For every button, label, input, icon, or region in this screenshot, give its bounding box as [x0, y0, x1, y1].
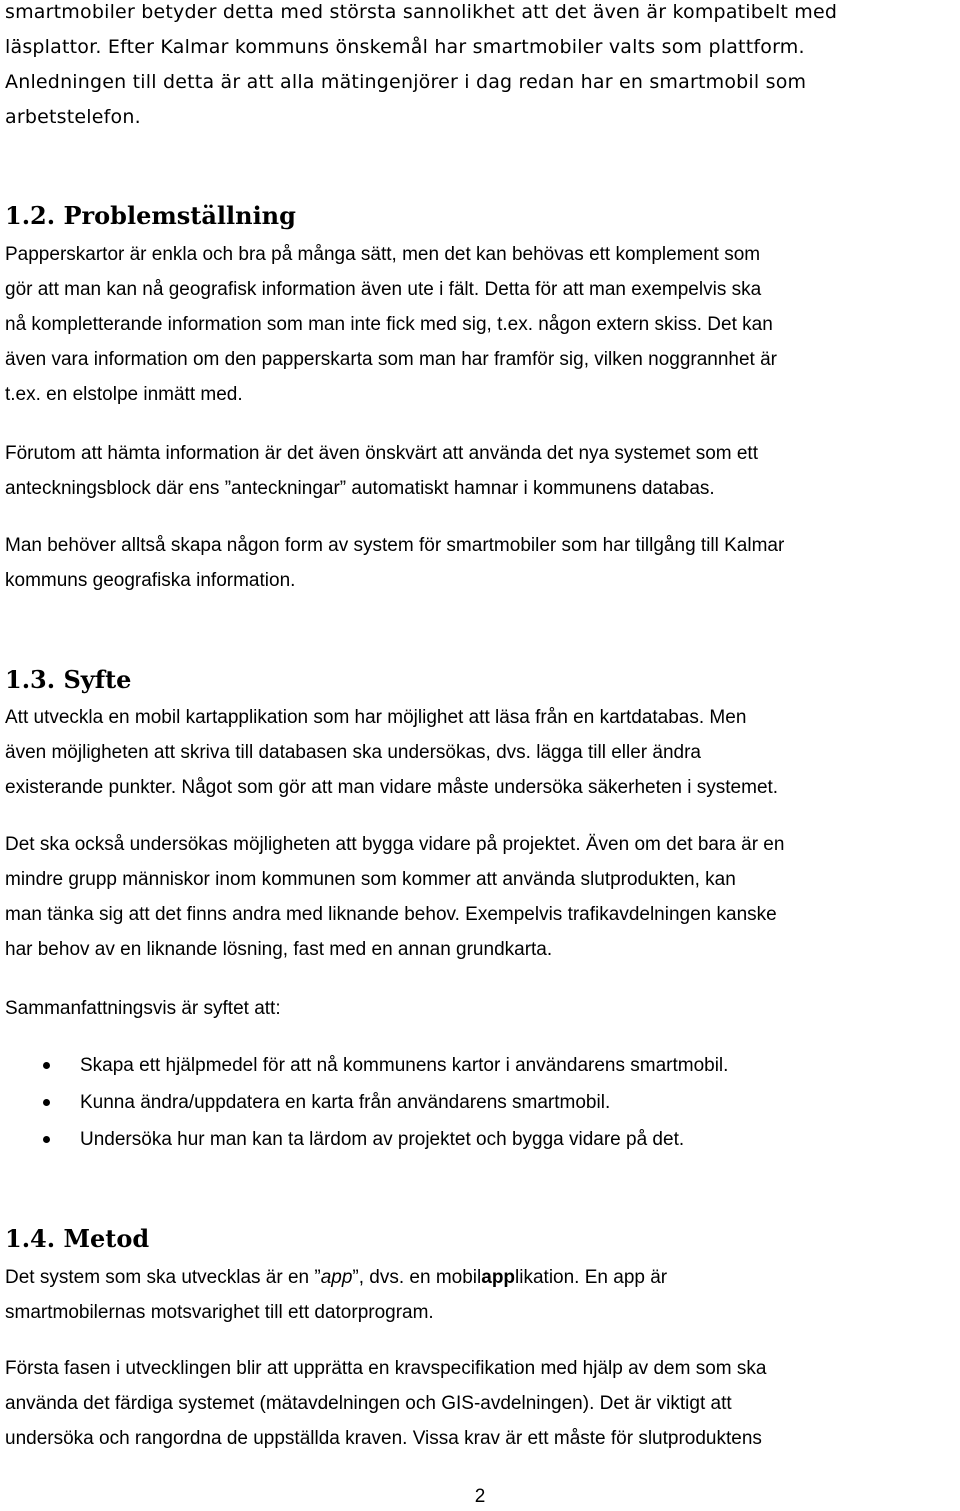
section-title: Metod	[63, 1224, 150, 1253]
list-item	[5, 1047, 960, 1084]
intro-paragraph	[5, 0, 960, 135]
text-line: även möjligheten att skriva till databasen ska undersökas, dvs. lägga till eller ändra	[5, 742, 701, 763]
text-line: Man behöver alltså skapa någon form av system för smartmobiler som har tillgång till Kalmar	[5, 535, 785, 556]
text-line: Första fasen i utvecklingen blir att upprätta en kravspecifikation med hjälp av dem som ska	[5, 1358, 767, 1379]
text-fragment: Det system som ska utvecklas är en	[5, 1267, 315, 1288]
purpose-bullet-list	[5, 1047, 960, 1158]
section-1-3-paragraph-1	[5, 700, 960, 805]
text-line: anteckningsblock där ens ”anteckningar” automatiskt hamnar i kommunens databas.	[5, 478, 715, 499]
text-fragment: likation. En app är	[515, 1267, 668, 1288]
bullet-icon	[43, 1099, 50, 1106]
section-1-2-paragraph-1	[5, 237, 960, 412]
section-1-4-paragraph-2	[5, 1351, 960, 1456]
text-line: t.ex. en elstolpe inmätt med.	[5, 384, 243, 405]
intro-line: Anledningen till detta är att alla mätingenjörer i dag redan har en smartmobil som	[5, 71, 807, 93]
text-line: nå kompletterande information som man inte fick med sig, t.ex. någon extern skiss. Det kan	[5, 314, 773, 335]
section-number: 1.4.	[5, 1224, 56, 1253]
text-line: mindre grupp människor inom kommunen som kommer att använda slutprodukten, kan	[5, 869, 736, 890]
emphasis-app: app	[320, 1267, 353, 1288]
text-fragment: ”	[314, 1267, 321, 1288]
section-1-4-paragraph-1	[5, 1260, 960, 1330]
text-line: Förutom att hämta information är det även önskvärt att använda det nya systemet som ett	[5, 443, 758, 464]
section-1-3-paragraph-3	[5, 991, 960, 1026]
section-heading-1-3	[5, 665, 131, 695]
text-line: även vara information om den papperskarta som man har framför sig, vilken noggrannhet är	[5, 349, 778, 370]
text-line: Det ska också undersökas möjligheten att bygga vidare på projektet. Även om det bara är en	[5, 834, 785, 855]
section-1-2-paragraph-3	[5, 528, 960, 598]
text-line: man tänka sig att det finns andra med liknande behov. Exempelvis trafikavdelningen kanske	[5, 904, 777, 925]
section-title: Problemställning	[63, 201, 296, 230]
text-line: smartmobilernas motsvarighet till ett datorprogram.	[5, 1302, 434, 1323]
page-number: 2	[474, 1486, 486, 1507]
bold-app: app	[481, 1267, 516, 1288]
section-title: Syfte	[63, 665, 132, 694]
section-1-3-paragraph-2	[5, 827, 960, 967]
intro-line: arbetstelefon.	[5, 106, 141, 128]
text-line: undersöka och rangordna de uppställda kraven. Vissa krav är ett måste för slutproduktens	[5, 1428, 762, 1449]
section-number: 1.3.	[5, 665, 56, 694]
section-heading-1-4	[5, 1224, 149, 1254]
list-item	[5, 1121, 960, 1158]
list-item-text: Undersöka hur man kan ta lärdom av projektet och bygga vidare på det.	[80, 1129, 685, 1150]
bullet-icon	[43, 1136, 50, 1143]
text-fragment: , dvs. en mobil	[358, 1267, 482, 1288]
intro-line: smartmobiler betyder detta med största sannolikhet att det även är kompatibelt med	[5, 1, 838, 23]
text-fragment: ”	[352, 1267, 359, 1288]
intro-line: läsplattor. Efter Kalmar kommuns önskemål har smartmobiler valts som plattform.	[5, 36, 805, 58]
section-number: 1.2.	[5, 201, 56, 230]
text-line: existerande punkter. Något som gör att man vidare måste undersöka säkerheten i systemet.	[5, 777, 779, 798]
text-line: kommuns geografiska information.	[5, 570, 296, 591]
text-line: använda det färdiga systemet (mätavdelningen och GIS-avdelningen). Det är viktigt att	[5, 1393, 732, 1414]
section-1-2-paragraph-2	[5, 436, 960, 506]
section-heading-1-2	[5, 201, 296, 231]
list-item	[5, 1084, 960, 1121]
text-line: Sammanfattningsvis är syftet att:	[5, 998, 281, 1019]
text-line: Papperskartor är enkla och bra på många sätt, men det kan behövas ett komplement som	[5, 244, 761, 265]
list-item-text: Kunna ändra/uppdatera en karta från användarens smartmobil.	[80, 1092, 611, 1113]
text-line: har behov av en liknande lösning, fast med en annan grundkarta.	[5, 939, 553, 960]
text-line: gör att man kan nå geografisk information även ute i fält. Detta för att man exempelvis ska	[5, 279, 762, 300]
list-item-text: Skapa ett hjälpmedel för att nå kommunens kartor i användarens smartmobil.	[80, 1055, 729, 1076]
bullet-icon	[43, 1062, 50, 1069]
text-line: Att utveckla en mobil kartapplikation som har möjlighet att läsa från en kartdatabas. Men	[5, 707, 747, 728]
